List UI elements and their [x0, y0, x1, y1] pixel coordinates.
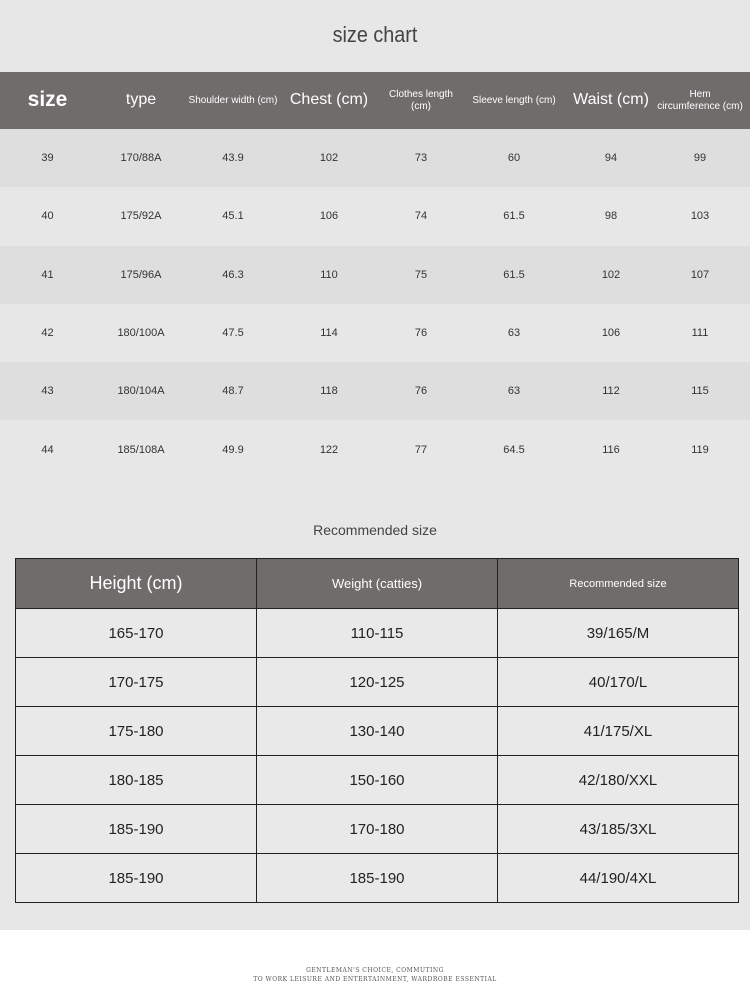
- header-type: type: [125, 91, 157, 109]
- footer-line-2: TO WORK LEISURE AND ENTERTAINMENT, WARDROBE ESSENTIAL: [253, 976, 497, 983]
- cell-height: 170-175: [16, 658, 257, 707]
- cell-height: 185-190: [16, 854, 257, 903]
- cell-type: 180/100A: [117, 326, 165, 339]
- cell-waist: 102: [601, 268, 621, 281]
- cell-recommended-size: 41/175/XL: [498, 707, 739, 756]
- cell-recommended-size: 40/170/L: [498, 658, 739, 707]
- cell-recommended-size: 44/190/4XL: [498, 854, 739, 903]
- recommended-row: [16, 658, 739, 707]
- cell-size: 41: [41, 268, 54, 281]
- cell-clothes-length: 73: [414, 152, 428, 164]
- cell-sleeve-length: 63: [507, 385, 521, 398]
- size-chart-row: [0, 421, 750, 479]
- cell-waist: 112: [602, 385, 620, 398]
- size-chart-row: [0, 246, 750, 304]
- cell-hem-circumference: 107: [690, 268, 710, 281]
- cell-sleeve-length: 64.5: [503, 443, 525, 456]
- header-weight: Weight (catties): [257, 559, 498, 609]
- cell-size: 40: [41, 210, 54, 223]
- cell-clothes-length: 75: [414, 268, 428, 281]
- cell-size: 39: [41, 152, 54, 164]
- size-chart-row: [0, 187, 750, 245]
- cell-height: 175-180: [16, 707, 257, 756]
- cell-chest: 102: [319, 152, 339, 164]
- cell-shoulder-width: 49.9: [222, 443, 244, 456]
- cell-size: 43: [41, 385, 54, 398]
- footer-line-1: GENTLEMAN'S CHOICE, COMMUTING: [306, 967, 444, 974]
- cell-shoulder-width: 47.5: [222, 326, 244, 339]
- recommended-row: [16, 756, 739, 805]
- cell-hem-circumference: 99: [693, 152, 707, 164]
- cell-hem-circumference: 115: [691, 385, 709, 398]
- cell-type: 185/108A: [117, 443, 165, 456]
- cell-chest: 122: [319, 443, 339, 456]
- cell-shoulder-width: 43.9: [222, 152, 244, 164]
- cell-waist: 116: [602, 443, 620, 456]
- recommended-row: [16, 854, 739, 903]
- cell-waist: 98: [604, 210, 618, 223]
- size-chart-row: [0, 362, 750, 420]
- cell-recommended-size: 43/185/3XL: [498, 805, 739, 854]
- cell-shoulder-width: 48.7: [222, 385, 244, 398]
- cell-waist: 106: [601, 326, 621, 339]
- cell-weight: 185-190: [257, 854, 498, 903]
- header-height: Height (cm): [16, 559, 257, 609]
- header-chest: Chest (cm): [289, 91, 369, 109]
- size-chart-row: [0, 129, 750, 187]
- cell-shoulder-width: 46.3: [222, 268, 244, 281]
- size-chart-row: [0, 304, 750, 362]
- header-size: size: [27, 88, 68, 112]
- cell-clothes-length: 77: [414, 443, 428, 456]
- cell-height: 165-170: [16, 609, 257, 658]
- cell-chest: 110: [320, 268, 338, 281]
- cell-chest: 118: [320, 385, 338, 398]
- cell-hem-circumference: 103: [690, 210, 710, 223]
- cell-clothes-length: 76: [414, 326, 428, 339]
- cell-sleeve-length: 61.5: [503, 210, 525, 223]
- cell-recommended-size: 42/180/XXL: [498, 756, 739, 805]
- header-shoulder-width: Shoulder width (cm): [188, 94, 278, 106]
- cell-hem-circumference: 111: [691, 326, 709, 339]
- cell-clothes-length: 74: [414, 210, 428, 223]
- cell-type: 175/92A: [120, 210, 162, 223]
- header-sleeve-length: Sleeve length (cm): [472, 94, 556, 106]
- recommended-row: [16, 707, 739, 756]
- header-recommended-size: Recommended size: [498, 559, 739, 609]
- cell-hem-circumference: 119: [691, 443, 709, 456]
- cell-chest: 114: [320, 326, 338, 339]
- cell-sleeve-length: 63: [507, 326, 521, 339]
- size-chart-title: size chart: [332, 22, 418, 47]
- cell-type: 175/96A: [120, 268, 162, 281]
- cell-height: 180-185: [16, 756, 257, 805]
- header-waist: Waist (cm): [573, 91, 649, 109]
- cell-type: 180/104A: [117, 385, 165, 398]
- cell-shoulder-width: 45.1: [222, 210, 244, 223]
- recommended-size-table: [15, 558, 739, 903]
- recommended-row: [16, 609, 739, 658]
- cell-clothes-length: 76: [414, 385, 428, 398]
- cell-height: 185-190: [16, 805, 257, 854]
- cell-recommended-size: 39/165/M: [498, 609, 739, 658]
- cell-size: 42: [41, 326, 54, 339]
- cell-sleeve-length: 60: [507, 152, 521, 164]
- cell-weight: 110-115: [257, 609, 498, 658]
- cell-weight: 170-180: [257, 805, 498, 854]
- cell-size: 44: [41, 443, 54, 456]
- footer-tagline: [0, 966, 750, 984]
- header-clothes-length: Clothes length (cm): [389, 89, 453, 112]
- recommended-row: [16, 805, 739, 854]
- recommended-header-row: [16, 559, 739, 609]
- cell-waist: 94: [604, 152, 618, 164]
- cell-sleeve-length: 61.5: [503, 268, 525, 281]
- size-chart-header: [0, 72, 750, 129]
- cell-weight: 120-125: [257, 658, 498, 707]
- recommended-size-title: Recommended size: [313, 522, 437, 538]
- header-hem-circumference: Hem circumference (cm): [657, 89, 743, 112]
- cell-type: 170/88A: [120, 152, 162, 164]
- cell-weight: 130-140: [257, 707, 498, 756]
- cell-chest: 106: [319, 210, 339, 223]
- cell-weight: 150-160: [257, 756, 498, 805]
